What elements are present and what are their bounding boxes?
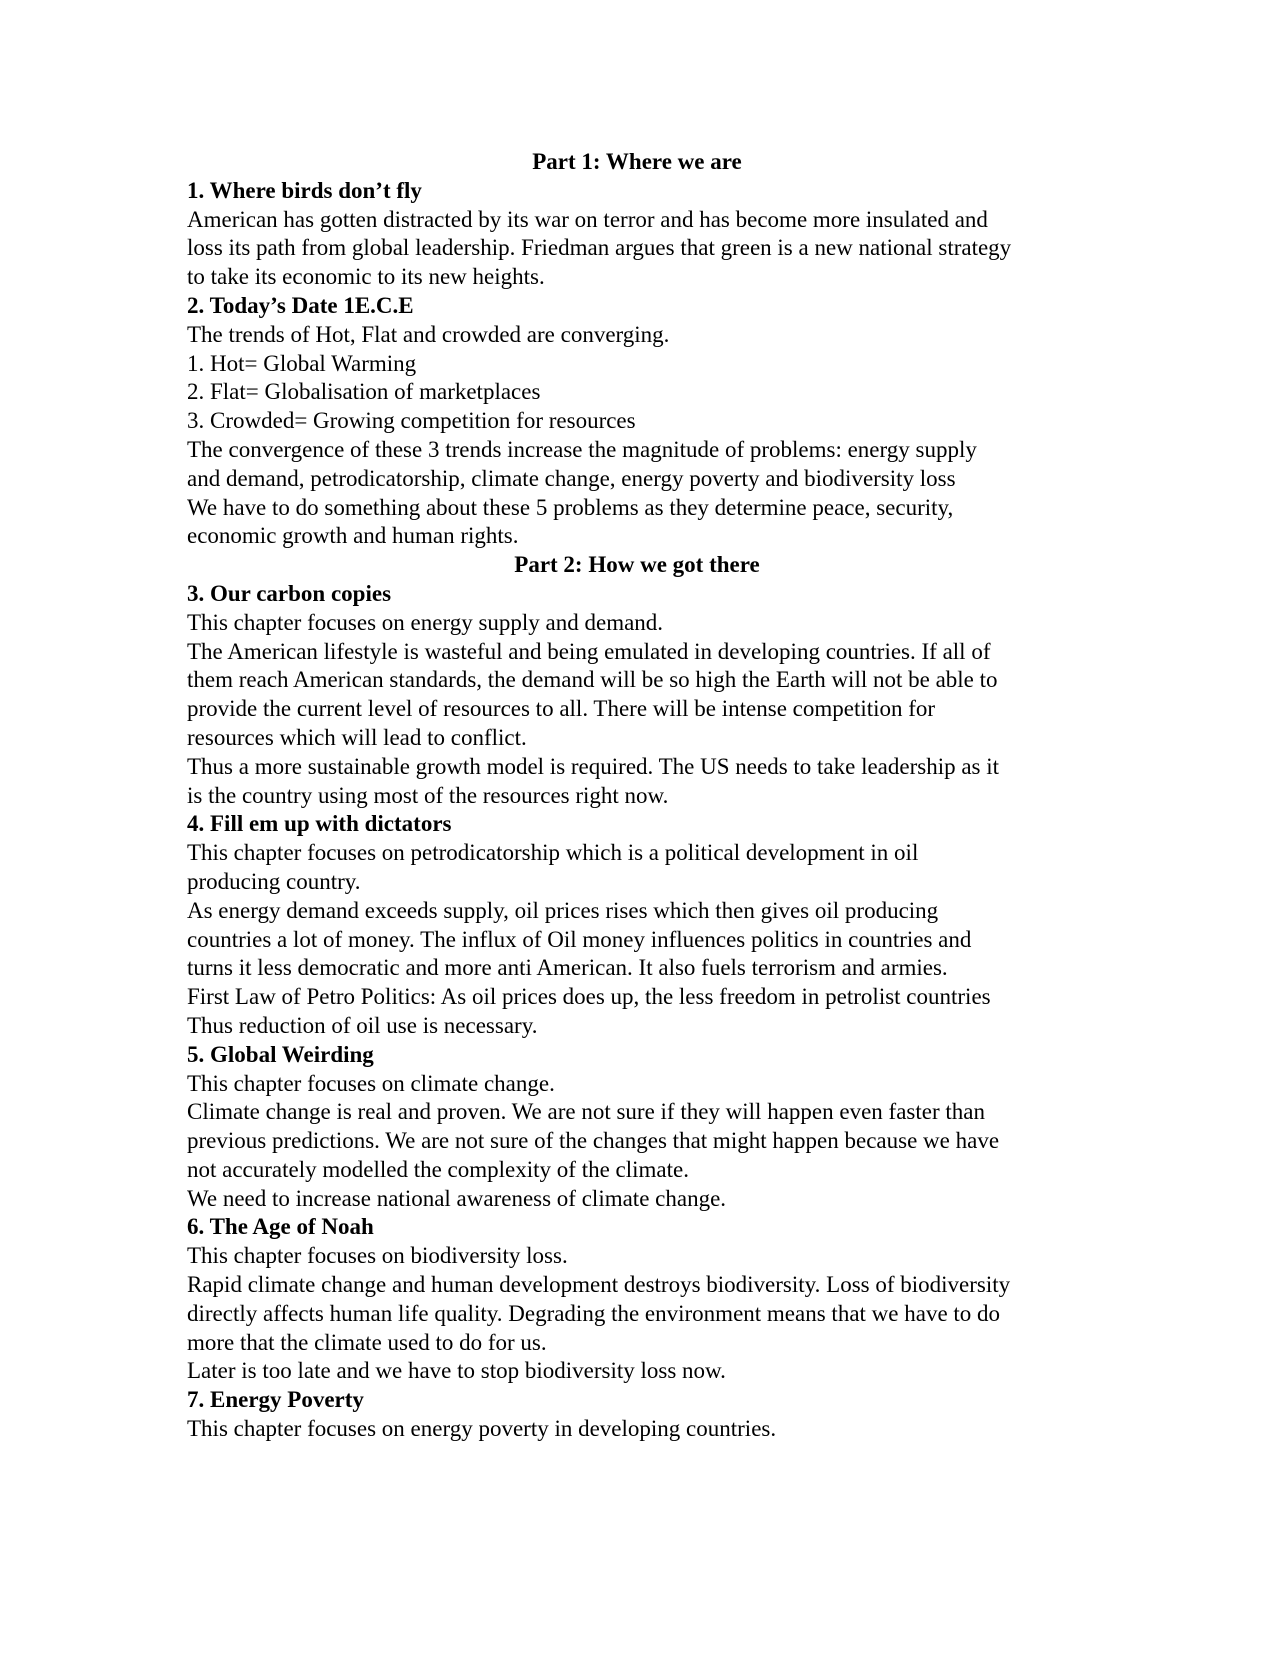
body-text-line: We have to do something about these 5 problems as they determine peace, security, xyxy=(187,494,954,520)
body-text-line: and demand, petrodicatorship, climate change, energy poverty and biodiversity loss xyxy=(187,465,956,491)
body-text-line: 3. Crowded= Growing competition for resources xyxy=(187,408,636,434)
body-text-line: This chapter focuses on climate change. xyxy=(187,1070,555,1096)
body-text-line: This chapter focuses on energy supply and demand. xyxy=(187,609,664,635)
body-text-line: American has gotten distracted by its war on terror and has become more insulated and xyxy=(187,206,988,232)
chapter-heading: 4. Fill em up with dictators xyxy=(187,811,452,837)
body-text-line: Rapid climate change and human development destroys biodiversity. Loss of biodiversity xyxy=(187,1272,1011,1298)
body-text-line: not accurately modelled the complexity of the climate. xyxy=(187,1156,689,1182)
body-text-line: Thus a more sustainable growth model is required. The US needs to take leadership as it xyxy=(187,753,1000,779)
body-text-line: This chapter focuses on biodiversity loss. xyxy=(187,1243,568,1269)
body-text-line: We need to increase national awareness of climate change. xyxy=(187,1185,727,1211)
body-text-line: them reach American standards, the demand will be so high the Earth will not be able to xyxy=(187,667,998,693)
body-text-line: turns it less democratic and more anti American. It also fuels terrorism and armies. xyxy=(187,955,948,981)
body-text-line: First Law of Petro Politics: As oil prices does up, the less freedom in petrolist countries xyxy=(187,984,991,1010)
body-text-line: countries a lot of money. The influx of Oil money influences politics in countries and xyxy=(187,926,972,952)
body-text-line: previous predictions. We are not sure of the changes that might happen because we have xyxy=(187,1128,1000,1154)
body-text-line: to take its economic to its new heights. xyxy=(187,264,545,290)
body-text-line: Thus reduction of oil use is necessary. xyxy=(187,1012,538,1038)
body-text-line: As energy demand exceeds supply, oil prices rises which then gives oil producing xyxy=(187,897,939,923)
body-text-line: This chapter focuses on energy poverty in developing countries. xyxy=(187,1416,777,1442)
chapter-heading: 6. The Age of Noah xyxy=(187,1214,374,1240)
body-text-line: loss its path from global leadership. Friedman argues that green is a new national strategy xyxy=(187,235,1012,261)
body-text-line: directly affects human life quality. Degrading the environment means that we have to do xyxy=(187,1300,1001,1326)
chapter-heading: 2. Today’s Date 1E.C.E xyxy=(187,292,414,318)
document-page xyxy=(187,148,1087,1444)
part-title: Part 2: How we got there xyxy=(514,552,760,578)
chapter-heading: 5. Global Weirding xyxy=(187,1041,374,1067)
body-text-line: Climate change is real and proven. We are not sure if they will happen even faster than xyxy=(187,1099,985,1125)
body-text-line: is the country using most of the resources right now. xyxy=(187,782,669,808)
body-text-line: Later is too late and we have to stop biodiversity loss now. xyxy=(187,1358,726,1384)
body-text-line: 2. Flat= Globalisation of marketplaces xyxy=(187,379,541,405)
body-text-line: 1. Hot= Global Warming xyxy=(187,350,417,376)
body-text-line: provide the current level of resources to all. There will be intense competition for xyxy=(187,696,936,722)
body-text-line: The convergence of these 3 trends increase the magnitude of problems: energy supply xyxy=(187,436,977,462)
body-text-line: The American lifestyle is wasteful and being emulated in developing countries. If all of xyxy=(187,638,991,664)
chapter-heading: 3. Our carbon copies xyxy=(187,580,392,606)
chapter-heading: 7. Energy Poverty xyxy=(187,1387,364,1413)
chapter-heading: 1. Where birds don’t fly xyxy=(187,177,422,203)
body-text-line: producing country. xyxy=(187,868,361,894)
body-text-line: resources which will lead to conflict. xyxy=(187,724,527,750)
body-text-line: economic growth and human rights. xyxy=(187,523,519,549)
body-text-line: The trends of Hot, Flat and crowded are converging. xyxy=(187,321,670,347)
body-text-line: This chapter focuses on petrodicatorship which is a political development in oil xyxy=(187,840,919,866)
part-title: Part 1: Where we are xyxy=(532,149,742,174)
body-text-line: more that the climate used to do for us. xyxy=(187,1329,547,1355)
